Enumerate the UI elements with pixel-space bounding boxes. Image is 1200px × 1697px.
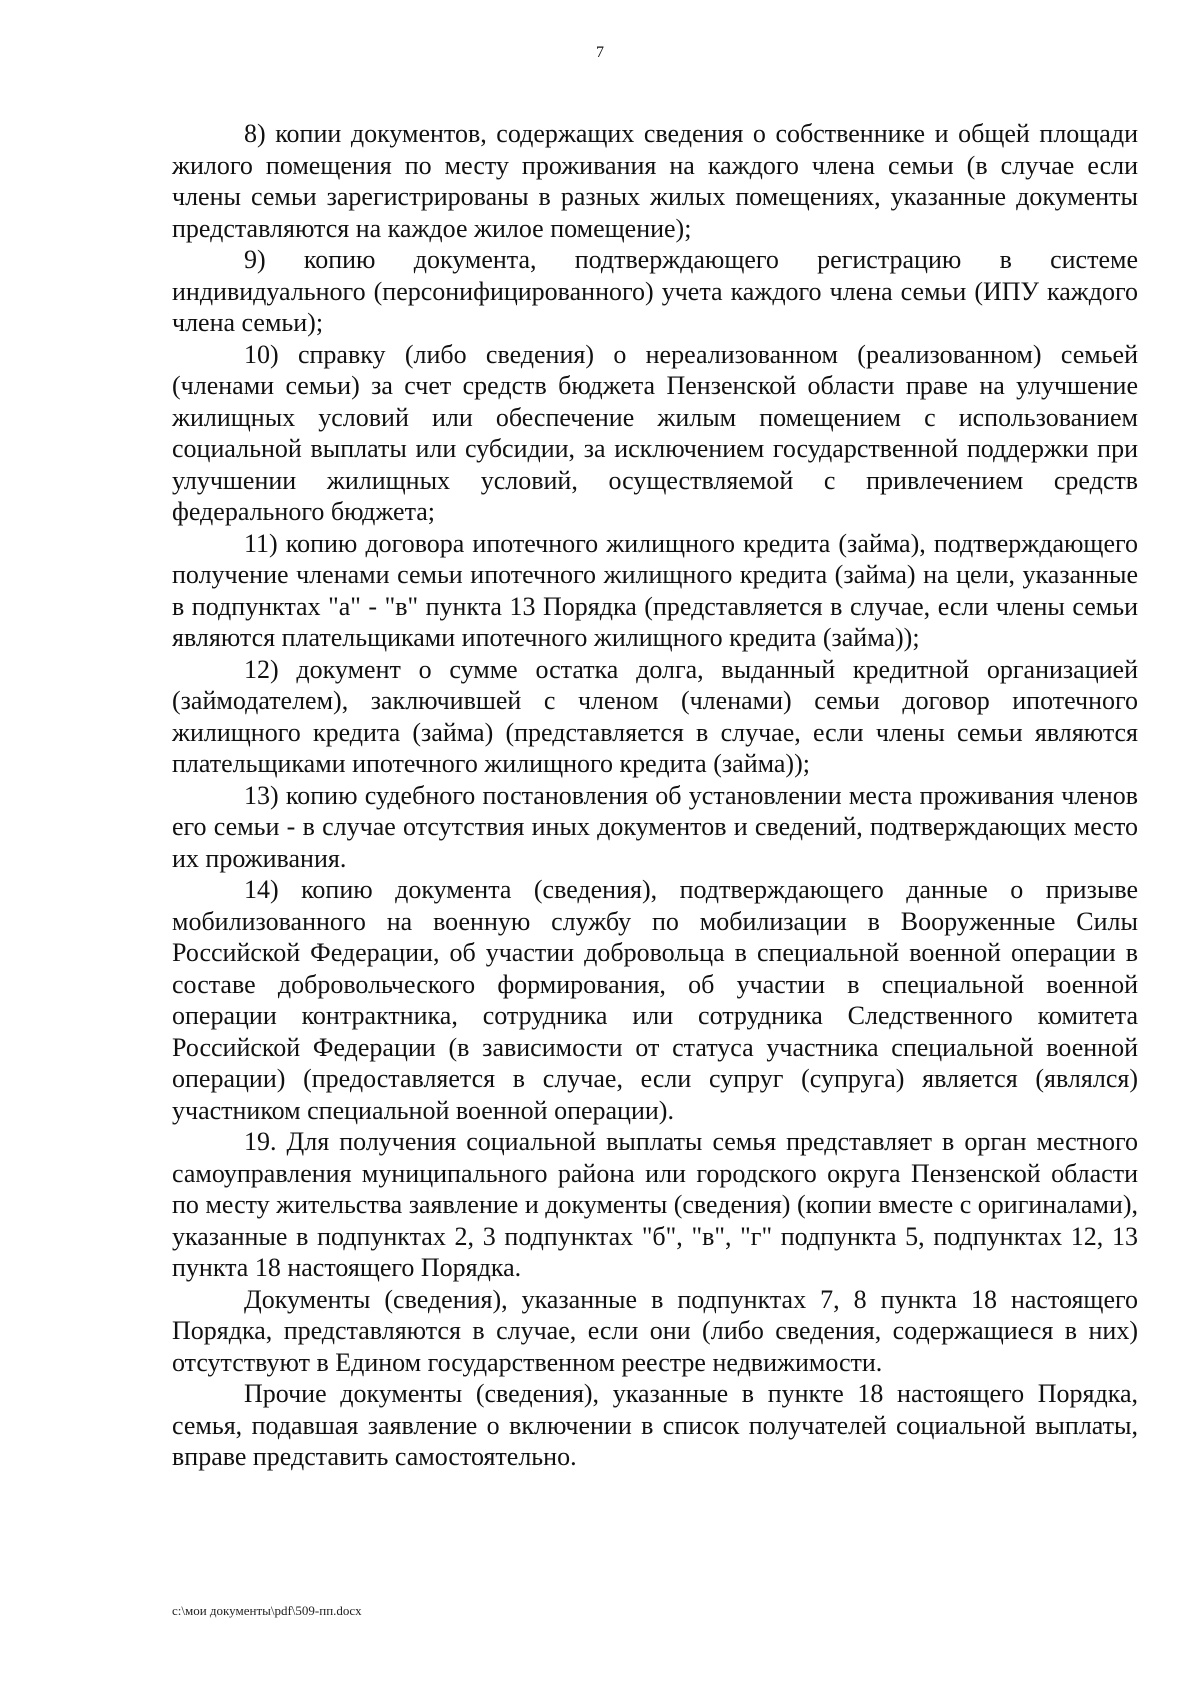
footer-file-path: c:\мои документы\pdf\509-пп.docx [172, 1603, 362, 1618]
page-number: 7 [596, 44, 604, 61]
paragraph-item-10: 10) справку (либо сведения) о нереализованном (реализованном) семьей (членами семьи) за счет средств бюджета Пензенской области праве на улучшение жилищных условий или обеспечение жилым помещением с использованием социальной выплаты или субсидии, за исключением государственной поддержки при улучшении жилищных условий, осуществляемой с привлечением средств федерального бюджета; [172, 339, 1138, 526]
paragraph-item-12: 12) документ о сумме остатка долга, выданный кредитной организацией (займодателем), заключившей с членом (членами) семьи договор ипотечного жилищного кредита (займа) (представляется в случае, если члены семьи являются плательщиками ипотечного жилищного кредита (займа)); [172, 654, 1138, 778]
paragraph-clause-19: 19. Для получения социальной выплаты семья представляет в орган местного самоуправления муниципального района или городского округа Пензенской области по месту жительства заявление и документы (сведения) (копии вместе с оригиналами), указанные в подпунктах 2, 3 подпунктах "б", "в", "г" подпункта 5, подпунктах 12, 13 пункта 18 настоящего Порядка. [172, 1127, 1138, 1282]
paragraph-item-14: 14) копию документа (сведения), подтверждающего данные о призыве мобилизованного на военную службу по мобилизации в Вооруженные Силы Российской Федерации, об участии добровольца в специальной военной операции в составе добровольческого формирования, об участии в специальной военной операции контрактника, сотрудника или сотрудника Следственного комитета Российской Федерации (в зависимости от статуса участника специальной военной операции) (предоставляется в случае, если супруг (супруга) является (являлся) участником специальной военной операции). [172, 875, 1138, 1125]
paragraph-item-13: 13) копию судебного постановления об установлении места проживания членов его семьи - в случае отсутствия иных документов и сведений, подтверждающих место их проживания. [172, 780, 1138, 873]
paragraph-other-documents: Прочие документы (сведения), указанные в пункте 18 настоящего Порядка, семья, подавшая заявление о включении в список получателей социальной выплаты, вправе представить самостоятельно. [172, 1379, 1138, 1471]
paragraph-item-11: 11) копию договора ипотечного жилищного кредита (займа), подтверждающего получение членами семьи ипотечного жилищного кредита (займа) на цели, указанные в подпунктах "а" - "в" пункта 13 Порядка (представляется в случае, если члены семьи являются плательщиками ипотечного жилищного кредита (займа)); [172, 528, 1138, 652]
paragraph-documents-note: Документы (сведения), указанные в подпунктах 7, 8 пункта 18 настоящего Порядка, представляются в случае, если они (либо сведения, содержащиеся в них) отсутствуют в Едином государственном реестре недвижимости. [172, 1284, 1138, 1377]
document-body [172, 118, 1138, 1473]
paragraph-item-9: 9) копию документа, подтверждающего регистрацию в системе индивидуального (персонифицированного) учета каждого члена семьи (ИПУ каждого члена семьи); [172, 245, 1138, 337]
paragraph-item-8: 8) копии документов, содержащих сведения о собственнике и общей площади жилого помещения по месту проживания на каждого члена семьи (в случае если члены семьи зарегистрированы в разных жилых помещениях, указанные документы представляются на каждое жилое помещение); [172, 119, 1138, 243]
